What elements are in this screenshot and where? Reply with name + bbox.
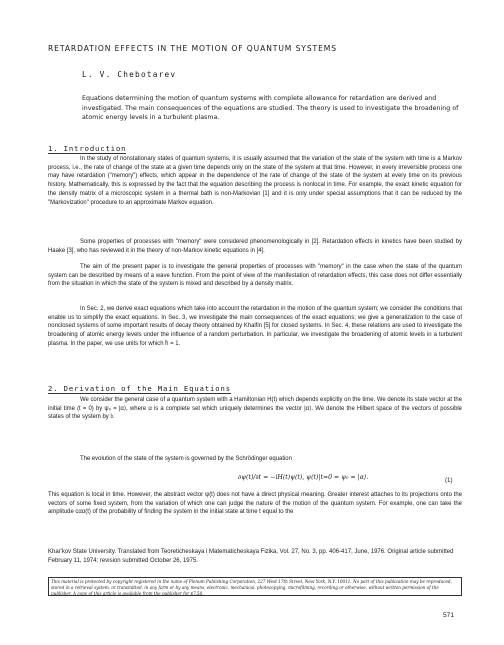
intro-paragraph-2: Some properties of processes with "memory" were considered phenomenologically in [2]. Retardation effects in kinetics have been studied by Haake [3], who has reviewed it in the theory of non-Markov kinetic equations in [4]. bbox=[48, 239, 462, 254]
derivation-paragraph-1: We consider the general case of a quantum system with a Hamiltonian H(t) which depends explicitly on the time. We denote its state vector at the initial time (t = 0) by ψ₀ = |α⟩, where α is a complete set which uniquely determines the vector |α⟩. We denote the Hilbert space of the vectors of possible states of the system by 𝔥. bbox=[48, 397, 462, 421]
derivation-paragraph-3: This equation is local in time. However, the abstract vector ψ(t) does not have a direct physical meaning. Greater interest attaches to its projections onto the vectors of some fixed system, from the variation of which one can judge the nature of the motion of the quantum system. For example, one can take the amplitude cαα(t) of the probability of finding the system in the initial state at time t equal to the bbox=[48, 492, 462, 516]
paper-author: L. V. Chebotarev bbox=[82, 70, 177, 79]
section-1-heading bbox=[48, 144, 126, 153]
footnote: Khar'kov State University. Translated from Teoreticheskaya i Matematicheskaya Fizika, Vol. 27, No. 3, pp. 406-417, June, 1976. Original article submitted February 11, 1974; revision submitted October 26, 1975. bbox=[48, 549, 454, 564]
heading-underline bbox=[48, 393, 231, 394]
section-1-heading-text: 1. Introduction bbox=[48, 144, 127, 153]
page-number: 571 bbox=[443, 612, 455, 619]
section-2-heading bbox=[48, 384, 231, 393]
intro-paragraph-1: In the study of nonstationary states of quantum systems, it is usually assumed that the variation of the state of the system with time is a Markov process, i.e., the rate of change of the state at a given time depends only on the state of the system at that time. However, in every irreversible process one may have retardation ("memory") effects, which appear in the dependence of the rate of change of the state of the system at every time on its previous history. Mathematically, this is expressed by the fact that the equation describing the process is nonlocal in time. For example, the exact kinetic equation for the density matrix of a microscopic system in a thermal bath is non-Markovian [1] and it is only under special assumptions that it can be reduced by the "Markovization" procedure to an approximate Markov equation. bbox=[48, 156, 462, 206]
intro-paragraph-4: In Sec. 2, we derive exact equations which take into account the retardation in the motion of the quantum system; we consider the conditions that enable us to simplify the exact equations. In Sec. 3, we investigate the main consequences of the exact equations; we give a generalization to the case of nonclosed systems of some important results of decay theory obtained by Khalfin [5] for closed systems. In Sec. 4, these relations are used to investigate the broadening of atomic energy levels under the influence of a random perturbation. In particular, we investigate the broadening of atomic levels in a turbulent plasma. In the paper, we use units for which ħ = 1. bbox=[48, 306, 462, 347]
paper-title: RETARDATION EFFECTS IN THE MOTION OF QUANTUM SYSTEMS bbox=[48, 44, 337, 53]
abstract: Equations determining the motion of quantum systems with complete allowance for retardation are derived and investigated. The main consequences of the equations are studied. The theory is used to investigate the broadening of atomic energy levels in a turbulent plasma. bbox=[82, 95, 459, 122]
heading-underline bbox=[48, 153, 126, 154]
schrodinger-equation: ∂ψ(t)/∂t = −iH(t)ψ(t), ψ(t)|t=0 = ψ₀ = |α⟩. bbox=[238, 474, 369, 481]
section-2-heading-text: 2. Derivation of the Main Equations bbox=[48, 384, 231, 393]
copyright-notice: This material is protected by copyright registered in the name of Plenum Publishing Corporation, 227 West 17th Street, New York, N.Y. 10011. No part of this publication may be reproduced, stored in a retrieval system, or transmitted, in any form or by any means, electronic, mechanical, photocopying, microfilming, recording or otherwise, without written permission of the publisher. A copy of this article is available from the publisher for $7.50. bbox=[48, 577, 462, 596]
derivation-paragraph-2: The evolution of the state of the system is governed by the Schrödinger equation bbox=[80, 456, 292, 462]
equation-number: (1) bbox=[445, 477, 453, 484]
intro-paragraph-3: The aim of the present paper is to investigate the general properties of processes with "memory" in the case when the state of the quantum system can be described by means of a wave function. From the point of view of the manifestation of retardation effects, this case does not differ essentially from the situation in which the state of the system is mixed and described by a density matrix. bbox=[48, 264, 462, 288]
